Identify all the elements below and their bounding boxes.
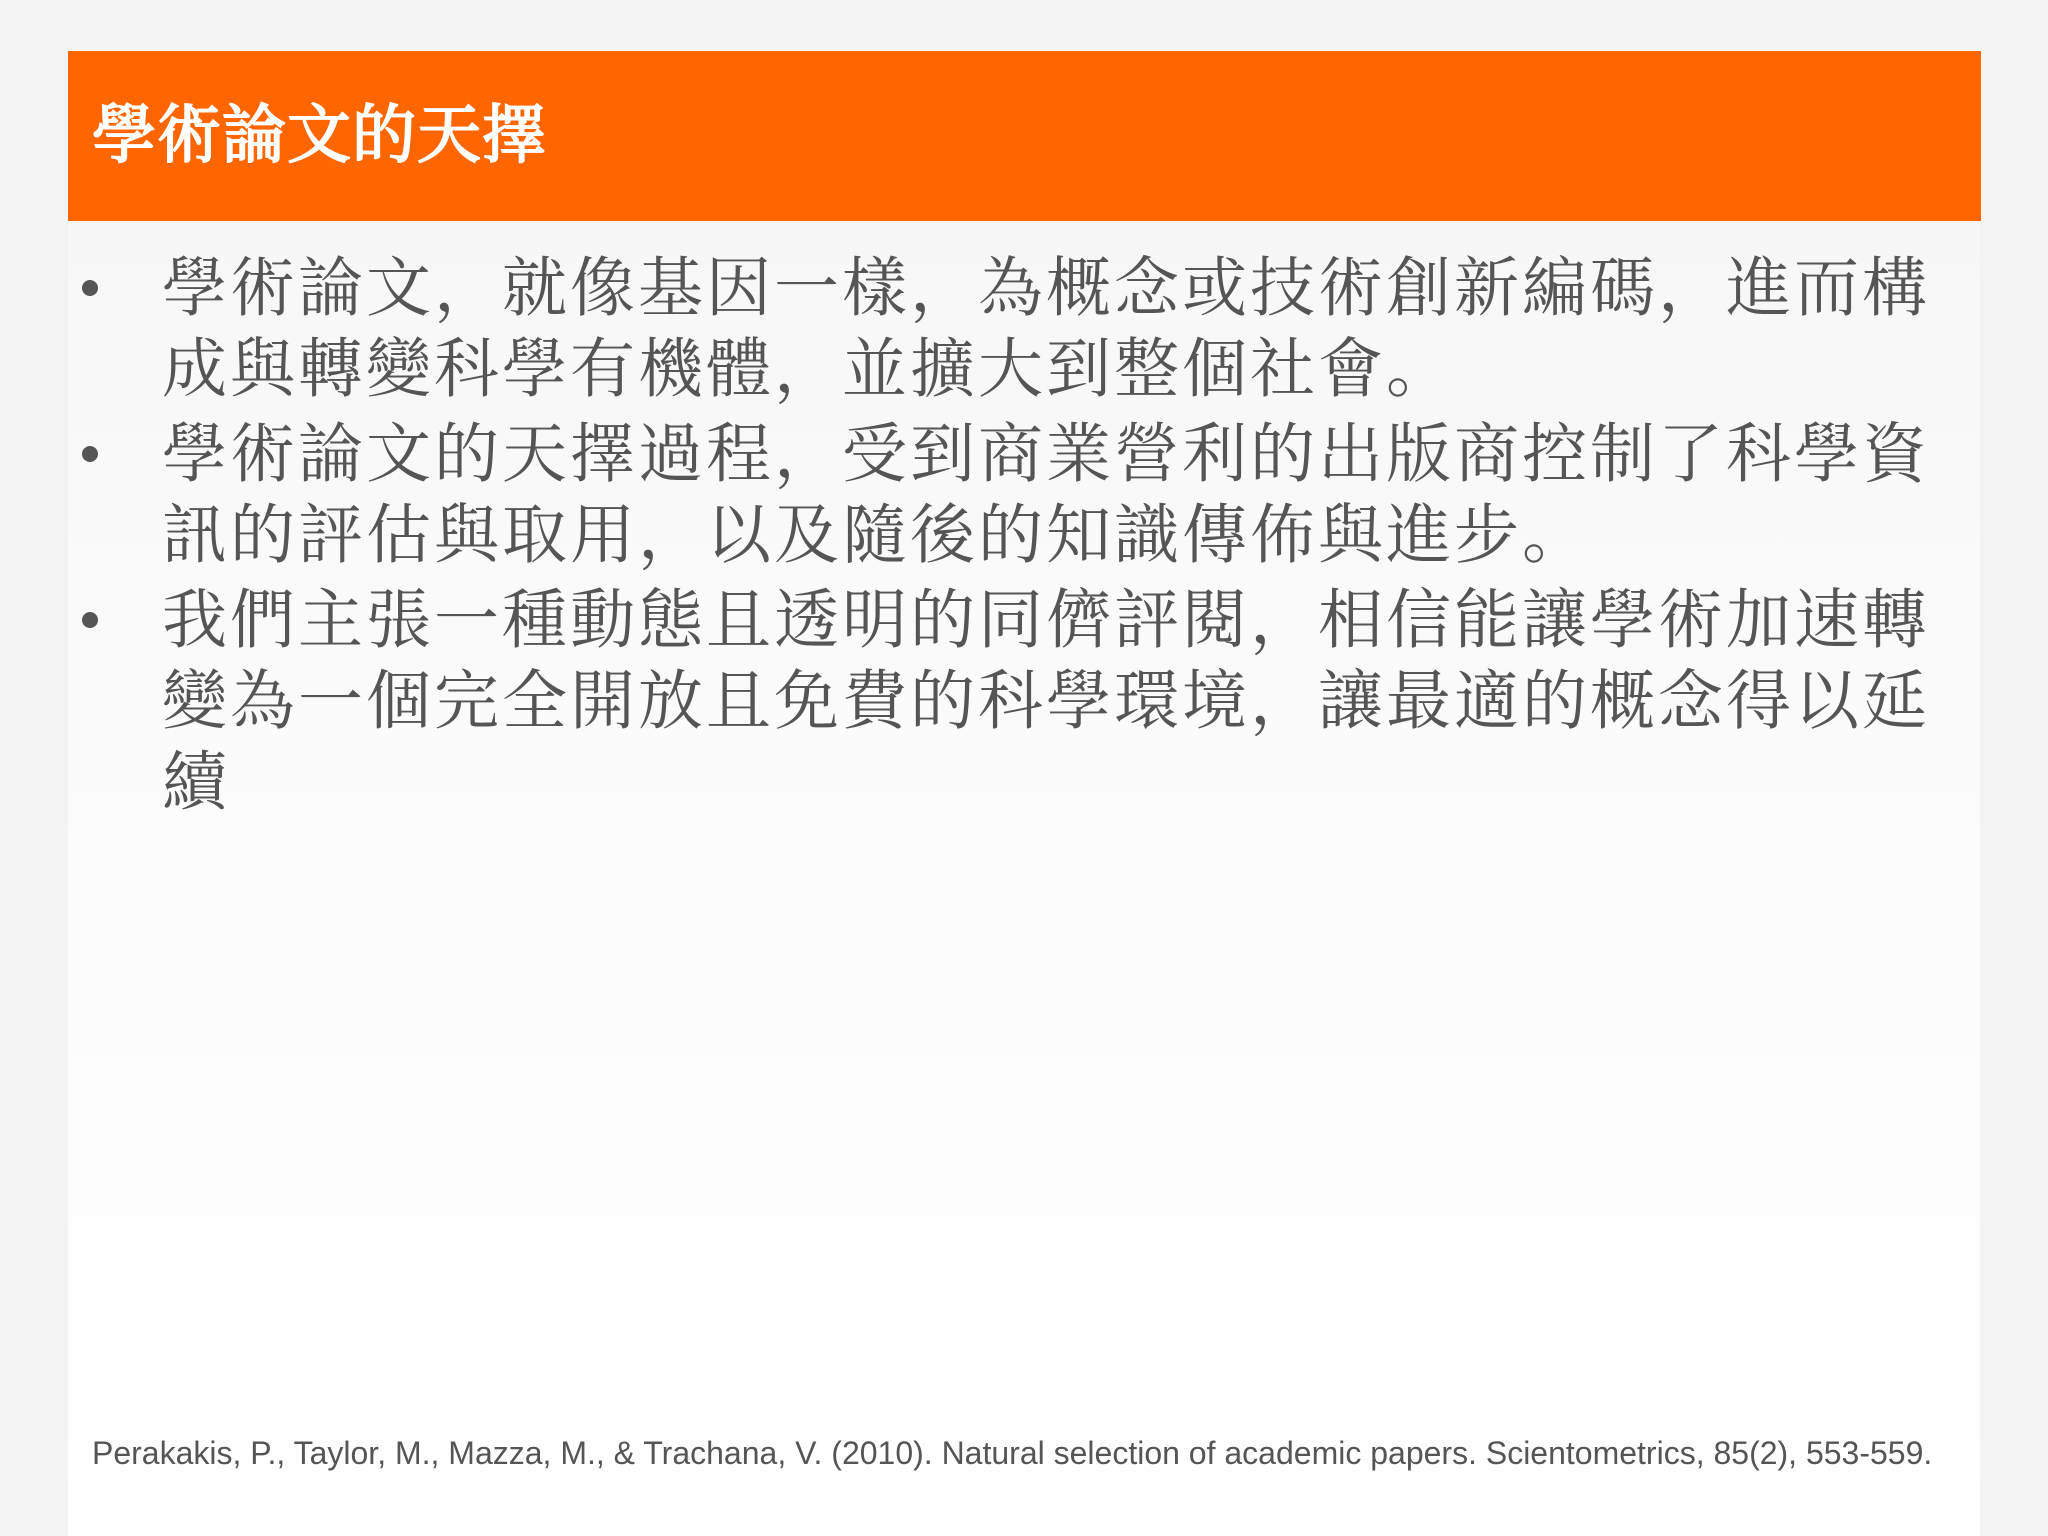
bullet-item (80, 580, 1940, 823)
slide-title: 學術論文的天擇 (92, 99, 547, 173)
title-bar (68, 51, 1981, 221)
bullet-text: 我們主張一種動態且透明的同儕評閱，相信能讓學術加速轉變為一個完全開放且免費的科學環境，讓最適的概念得以延續 (162, 583, 1931, 820)
bullet-text: 學術論文，就像基因一樣，為概念或技術創新編碼，進而構成與轉變科學有機體，並擴大到整個社會。 (162, 251, 1931, 407)
bullet-text: 學術論文的天擇過程，受到商業營利的出版商控制了科學資訊的評估與取用，以及隨後的知識傳佈與進步。 (162, 417, 1931, 573)
bullet-dot-icon (82, 612, 98, 628)
bullet-dot-icon (82, 280, 98, 296)
bullet-item (80, 248, 1940, 410)
bullet-dot-icon (82, 446, 98, 462)
bullet-list (80, 248, 1940, 827)
citation: Perakakis, P., Taylor, M., Mazza, M., & Trachana, V. (2010). Natural selection of academic papers. Scientometrics, 85(2), 553-559. (92, 1435, 1933, 1471)
bullet-item (80, 414, 1940, 576)
